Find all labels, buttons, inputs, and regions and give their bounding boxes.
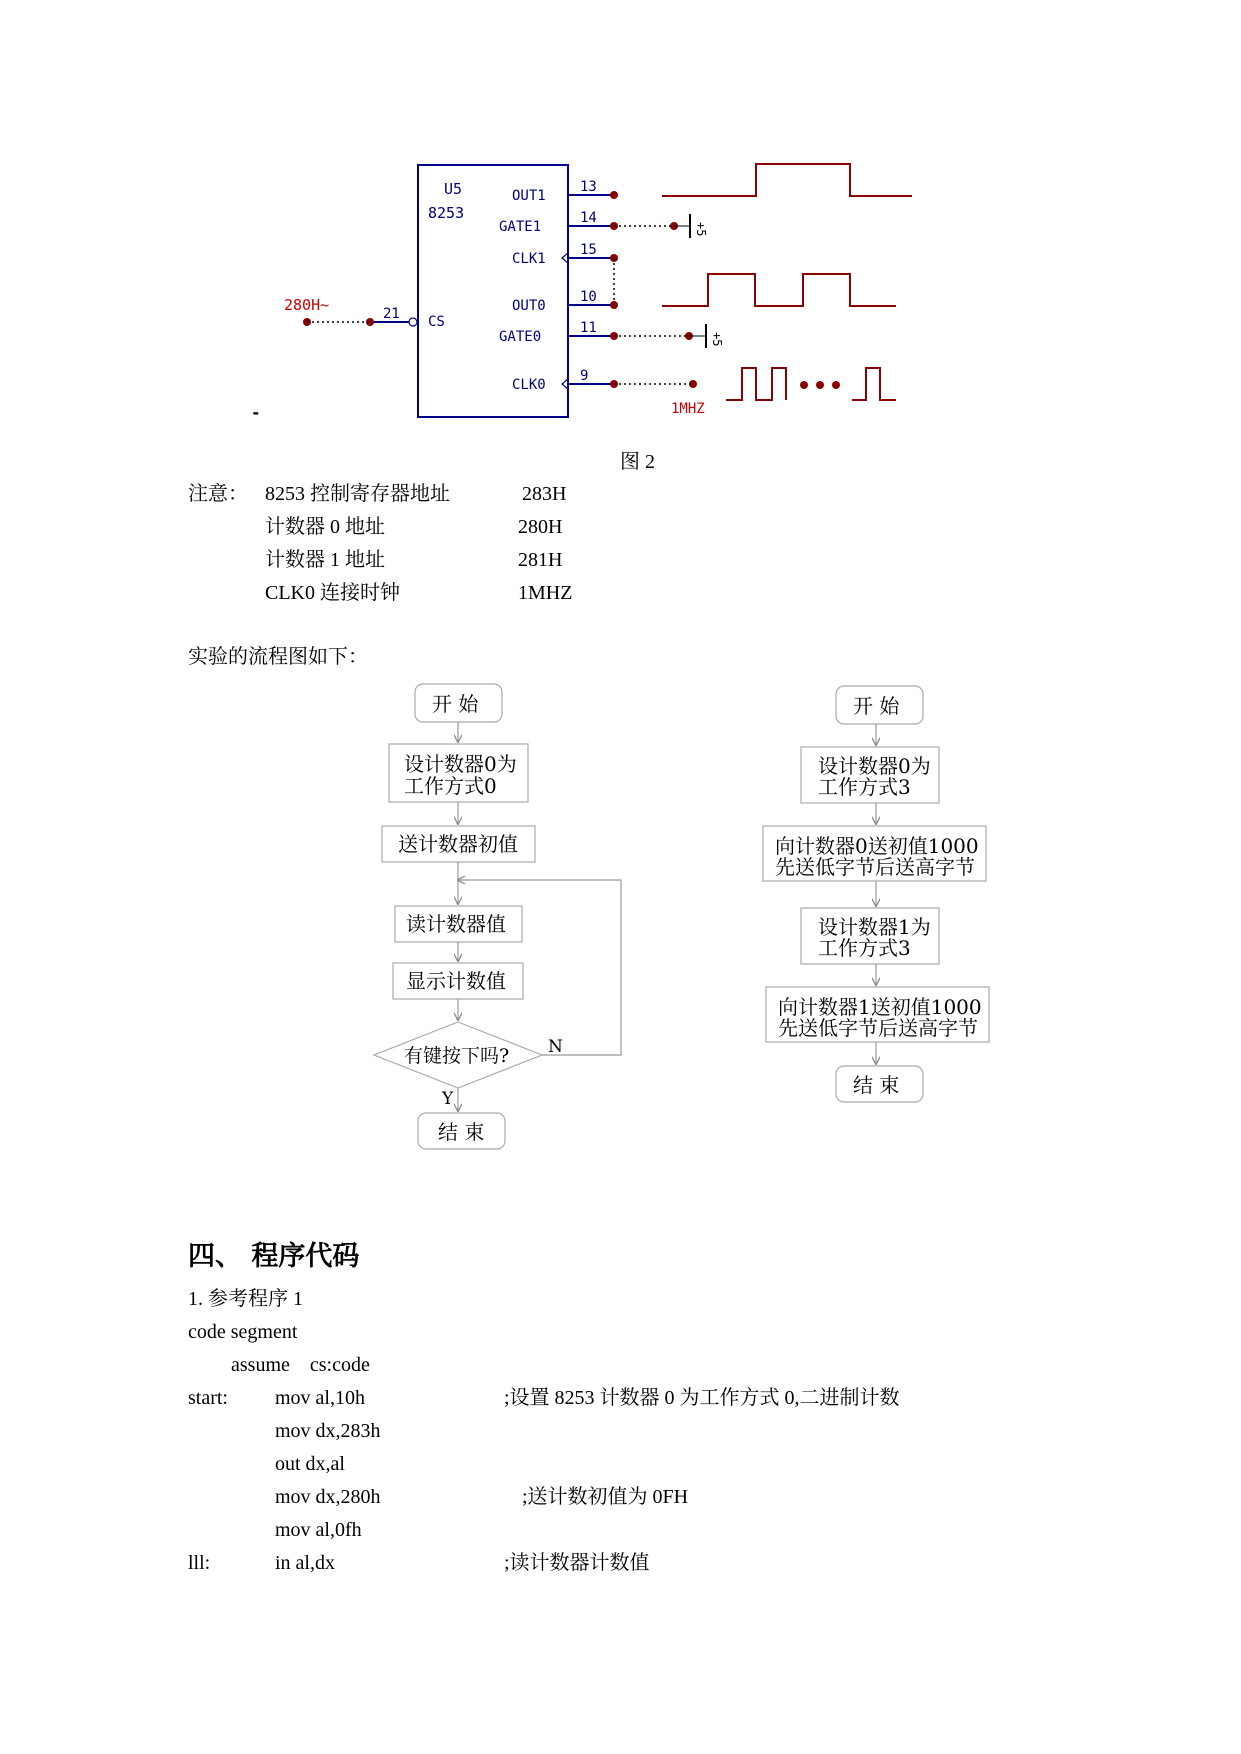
section-heading: 四、 程序代码 [188, 1241, 360, 1272]
right-step4-line2: 先送低字节后送高字节 [778, 1016, 978, 1040]
right-step2-line1: 向计数器0送初值1000 [775, 834, 979, 858]
left-yes-label: Y [442, 1089, 454, 1109]
pin-number-13: 13 [580, 179, 597, 195]
notes-label: 注意： [188, 483, 248, 505]
pin-number-9: 9 [580, 368, 589, 384]
pin-label-clk1: CLK1 [512, 251, 546, 267]
note-value-2: 280H [518, 516, 563, 538]
pin-label-out1: OUT1 [512, 188, 546, 204]
right-step4-line1: 向计数器1送初值1000 [778, 995, 982, 1019]
chip-name-label: U5 [444, 180, 463, 198]
pin-number-14: 14 [580, 210, 597, 226]
code-line-3-comment: ;设置 8253 计数器 0 为工作方式 0,二进制计数 [504, 1387, 900, 1409]
note-value-1: 283H [522, 483, 567, 505]
supply-gate0-label: +5 [710, 332, 724, 347]
right-end-label: 结 束 [853, 1073, 900, 1097]
stray-mark: - [251, 403, 261, 422]
right-step1-line2: 工作方式3 [818, 775, 911, 799]
code-line-8-code: in al,dx [275, 1552, 335, 1574]
code-line-3-label: start: [188, 1387, 228, 1409]
note-item-4: CLK0 连接时钟 [265, 582, 400, 604]
left-step4-label: 显示计数值 [406, 969, 506, 993]
pin-label-cs: CS [428, 314, 445, 330]
code-line-2-code: assume cs:code [231, 1354, 370, 1376]
code-line-6-comment: ;送计数初值为 0FH [522, 1486, 689, 1508]
pin-label-out0: OUT0 [512, 298, 546, 314]
program-title: 1. 参考程序 1 [188, 1288, 303, 1310]
note-item-3: 计数器 1 地址 [265, 549, 385, 571]
left-decision-label: 有键按下吗? [404, 1045, 510, 1067]
right-step1-line1: 设计数器0为 [818, 754, 931, 778]
pin-label-clk0: CLK0 [512, 377, 546, 393]
note-value-3: 281H [518, 549, 563, 571]
address-label: 280H~ [284, 296, 330, 314]
left-step1-line1: 设计数器0为 [404, 752, 517, 776]
left-step3-label: 读计数器值 [406, 912, 506, 936]
left-start-label: 开 始 [432, 692, 479, 716]
chip-model-label: 8253 [428, 204, 465, 222]
left-end-label: 结 束 [438, 1120, 485, 1144]
code-line-8-label: lll: [188, 1552, 211, 1574]
code-line-6-code: mov dx,280h [275, 1486, 381, 1508]
note-value-4: 1MHZ [518, 582, 573, 604]
pin-label-gate1: GATE1 [499, 219, 542, 235]
code-line-1-label: code segment [188, 1321, 298, 1343]
figure-caption: 图 2 [620, 451, 655, 473]
code-line-5-code: out dx,al [275, 1453, 345, 1475]
pin-number-10: 10 [580, 289, 597, 305]
code-line-3-code: mov al,10h [275, 1387, 365, 1409]
right-step2-line2: 先送低字节后送高字节 [775, 855, 975, 879]
flow-intro: 实验的流程图如下： [188, 646, 368, 668]
right-step3-line1: 设计数器1为 [818, 915, 931, 939]
code-line-4-code: mov dx,283h [275, 1420, 381, 1442]
pin-number-15: 15 [580, 242, 597, 258]
pin-number-21: 21 [383, 306, 400, 322]
supply-gate1-label: +5 [694, 222, 708, 237]
pin-number-11: 11 [580, 320, 597, 336]
note-item-2: 计数器 0 地址 [265, 516, 385, 538]
clock-label: 1MHZ [671, 401, 705, 417]
right-step3-line2: 工作方式3 [818, 936, 911, 960]
left-step1-line2: 工作方式0 [404, 774, 497, 798]
left-no-label: N [548, 1037, 563, 1057]
code-line-8-comment: ;读计数器计数值 [504, 1552, 650, 1574]
note-item-1: 8253 控制寄存器地址 [265, 483, 450, 505]
left-step2-label: 送计数器初值 [398, 832, 518, 856]
pin-label-gate0: GATE0 [499, 329, 542, 345]
right-start-label: 开 始 [853, 694, 900, 718]
code-line-7-code: mov al,0fh [275, 1519, 362, 1541]
